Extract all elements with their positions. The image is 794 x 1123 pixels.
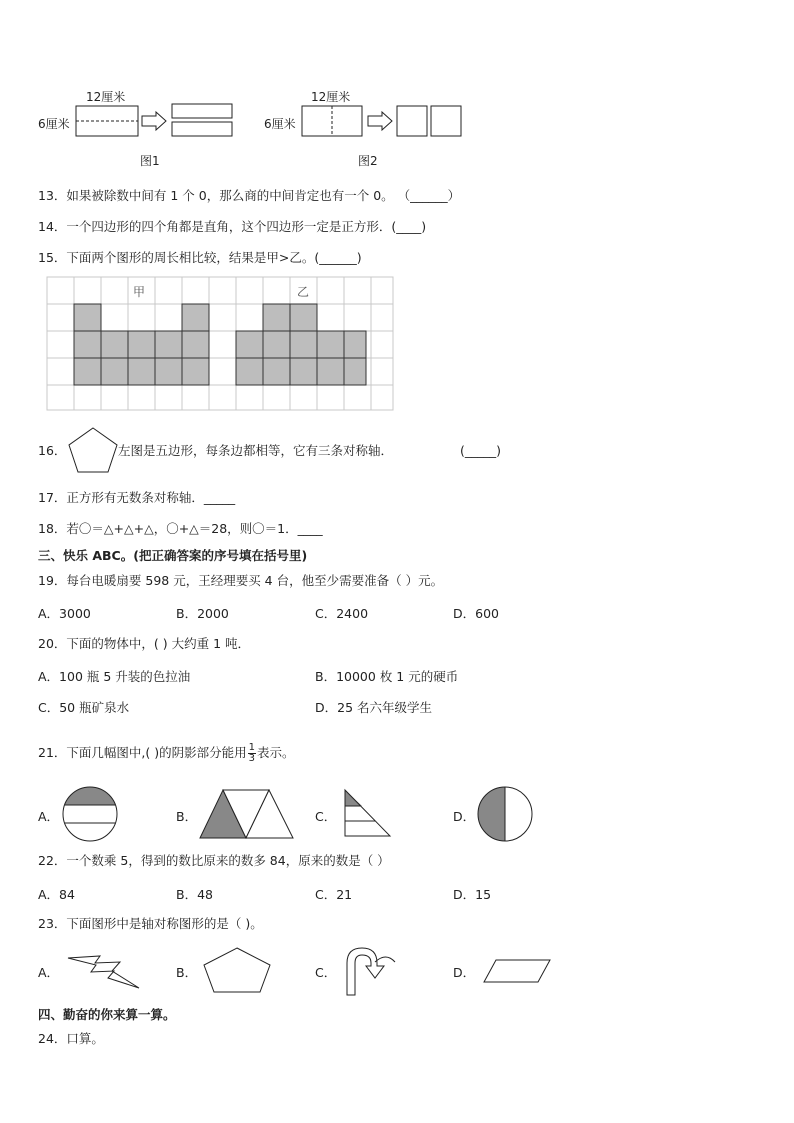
q23-c-arrow-icon	[347, 948, 395, 995]
q15-label-yi: 乙	[297, 285, 310, 299]
q20-option-b: B．10000 枚 1 元的硬币	[315, 669, 459, 684]
section-3-heading: 三、快乐 ABC。(把正确答案的序号填在括号里)	[38, 548, 308, 563]
question-17: 17．正方形有无数条对称轴．_____	[38, 490, 236, 505]
question-18: 18．若〇＝△+△+△，〇+△＝28，则〇＝1．____	[38, 521, 323, 536]
q22-option-d: D．15	[453, 887, 492, 902]
question-20-stem: 20．下面的物体中，( ) 大约重 1 吨．	[38, 636, 251, 651]
fig2-caption: 图2	[358, 154, 378, 168]
question-23-stem: 23．下面图形中是轴对称图形的是（ )。	[38, 916, 263, 931]
q22-option-b: B．48	[176, 887, 213, 902]
question-24: 24．口算。	[38, 1031, 104, 1046]
q16-text: 左图是五边形，每条边都相等，它有三条对称轴．	[118, 443, 394, 458]
q23-option-d: D．	[453, 965, 476, 980]
q20-option-a: A．100 瓶 5 升装的色拉油	[38, 669, 191, 684]
q19-option-d: D．600	[453, 606, 499, 621]
q23-option-c: C．	[315, 965, 337, 980]
question-19-stem: 19．每台电暖扇要 598 元，王经理要买 4 台，他至少需要准备（ ）元。	[38, 573, 444, 588]
question-22-stem: 22．一个数乘 5，得到的数比原来的数多 84，原来的数是（ ）	[38, 853, 390, 868]
q23-a-lightning-icon	[68, 956, 139, 988]
q15-label-jia: 甲	[133, 285, 146, 299]
q20-option-c: C．50 瓶矿泉水	[38, 700, 130, 715]
q21-option-b: B．	[176, 809, 198, 824]
question-14: 14．一个四边形的四个角都是直角，这个四边形一定是正方形．(____)	[38, 219, 427, 234]
q23-option-a: A．	[38, 965, 60, 980]
q21-frac-den: 3	[248, 753, 255, 764]
fig2-width-label: 12厘米	[311, 90, 351, 104]
q21-stem-a: 21．下面几幅图中,( )的阴影部分能用	[38, 745, 247, 760]
q19-option-b: B．2000	[176, 606, 229, 621]
q23-b-pentagon-icon	[204, 948, 270, 992]
q21-frac-num: 1	[248, 742, 255, 753]
q16-blank: (_____)	[460, 443, 502, 458]
q21-stem-b: 表示。	[256, 745, 295, 760]
q21-option-c: C．	[315, 809, 337, 824]
q21-option-d: D．	[453, 809, 476, 824]
q21-option-a: A．	[38, 809, 60, 824]
section-4-heading: 四、勤奋的你来算一算。	[38, 1007, 176, 1022]
question-15: 15．下面两个图形的周长相比较，结果是甲>乙。(______)	[38, 250, 362, 265]
fig1-caption: 图1	[140, 154, 160, 168]
fig1-width-label: 12厘米	[86, 90, 126, 104]
fig2-height-label: 6厘米	[264, 117, 296, 131]
q23-d-parallelogram-icon	[484, 960, 550, 982]
q20-option-d: D．25 名六年级学生	[315, 700, 433, 715]
q22-option-a: A．84	[38, 887, 75, 902]
q19-option-a: A．3000	[38, 606, 91, 621]
fig1-height-label: 6厘米	[38, 117, 70, 131]
question-13: 13．如果被除数中间有 1 个 0，那么商的中间肯定也有一个 0。 （______）	[38, 188, 461, 203]
q23-option-b: B．	[176, 965, 198, 980]
q19-option-c: C．2400	[315, 606, 369, 621]
q16-number: 16．	[38, 443, 67, 458]
q22-option-c: C．21	[315, 887, 353, 902]
